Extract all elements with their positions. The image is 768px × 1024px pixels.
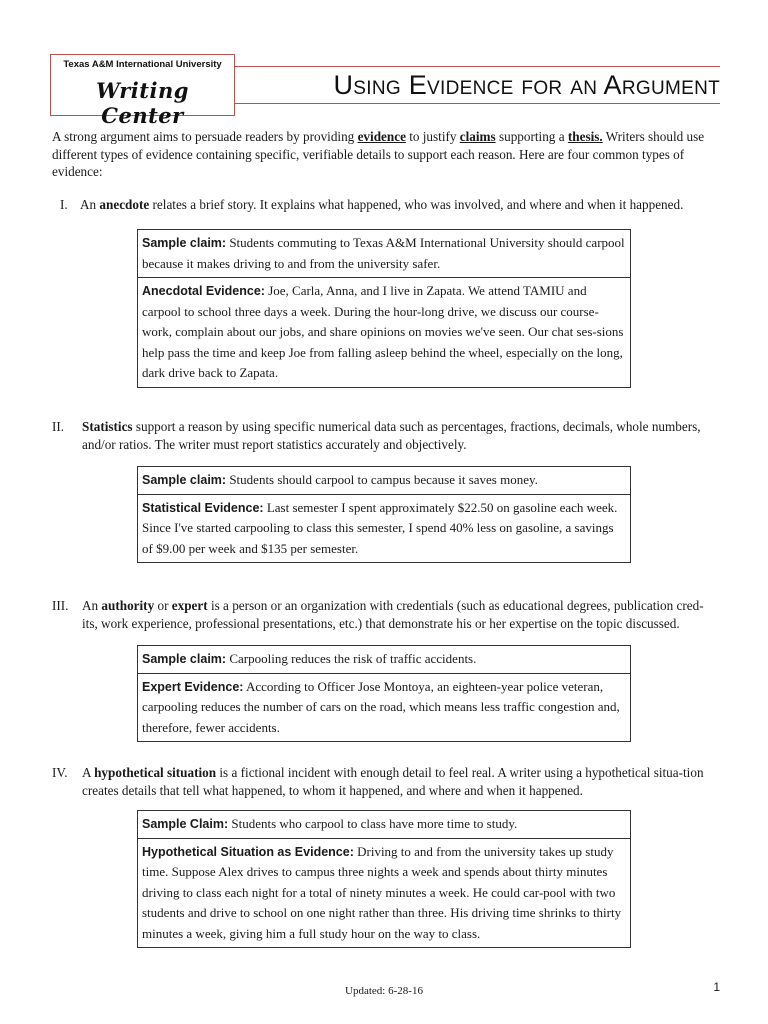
section-statistics: [52, 418, 717, 453]
evidence: [138, 494, 630, 563]
sample-claim-text: Students commuting to Texas A&M International University should carpool because it makes driving to and from the university safer.: [142, 235, 625, 271]
section-text: is a person or an organization with credentials (such as educational degrees, publication cred-its, work experience, professional presentations, etc.) that demonstrate his or her expertise on the topic discussed.: [82, 598, 704, 631]
sample-claim-label: Sample claim:: [142, 473, 227, 487]
intro-paragraph: [52, 128, 717, 181]
section-anecdote: [52, 196, 717, 214]
section-hypothetical: [52, 764, 717, 799]
sample-claim-text: Students who carpool to class have more time to study.: [228, 816, 518, 831]
evidence-text: Driving to and from the university takes up study time. Suppose Alex drives to campus three nights a week and spends about thirty minutes driving to class each night for a total of ninety minutes a week. He could car-pool with two students and drive to school on one night rather than three. His driving time shrinks to thirty minutes a week, giving him a full study hour on the way to class.: [142, 843, 622, 941]
section-numeral: IV.: [52, 765, 68, 780]
section-numeral: I.: [60, 197, 68, 212]
evidence-text: Last semester I spent approximately $22.50 on gasoline each week. Since I've started carpooling to class this semester, I spend 40% less on gasoline, a savings of $9.00 per week and $135 per semester.: [142, 499, 618, 556]
intro-text: to justify: [405, 129, 460, 144]
sample-claim: [138, 230, 630, 277]
evidence-label: Anecdotal Evidence:: [142, 284, 265, 298]
term-statistics: Statistics: [82, 419, 133, 434]
example-box-anecdote: [137, 229, 631, 388]
sample-claim: [138, 811, 630, 838]
intro-text: A strong argument aims to persuade readers by providing: [52, 129, 358, 144]
evidence: [138, 277, 630, 387]
example-box-statistics: [137, 466, 631, 563]
term-authority: authority: [101, 598, 155, 613]
intro-text: Writers should use different types of evidence containing specific, verifiable details to support each reason. Here are four common types of evidence:: [52, 129, 705, 179]
evidence-label: Statistical Evidence:: [142, 500, 264, 515]
section-text: An: [80, 197, 100, 212]
header-rule-bottom: [235, 103, 720, 104]
section-text: is a fictional incident with enough detail to feel real. A writer using a hypothetical situa-tion creates details that tell what happened, to whom it happened, and where and when it happened.: [82, 765, 704, 798]
evidence-text: Joe, Carla, Anna, and I live in Zapata. We attend TAMIU and carpool to school three days a week. During the hour-long drive, we discuss our course-work, complain about our jobs, and share opinions on movies we've seen. Our chat ses-sions help pass the time and keep Joe from falling asleep behind the wheel, especially on the long, dark drive back to Zapata.: [142, 283, 624, 380]
keyword-thesis: thesis.: [567, 129, 603, 144]
term-anecdote: anecdote: [99, 197, 150, 212]
sample-claim-label: Sample Claim:: [142, 817, 229, 831]
intro-text: supporting a: [495, 129, 568, 144]
section-authority: [52, 597, 717, 632]
section-text: relates a brief story. It explains what happened, who was involved, and where and when it happened.: [149, 197, 684, 212]
evidence-label: Hypothetical Situation as Evidence:: [142, 844, 354, 859]
header-rule-top: [235, 66, 720, 67]
keyword-claims: claims: [459, 129, 496, 144]
example-box-expert: [137, 645, 631, 742]
sample-claim: [138, 467, 630, 494]
section-numeral: III.: [52, 598, 69, 613]
section-numeral: II.: [52, 419, 65, 434]
university-name: Texas A&M International University: [63, 59, 222, 70]
section-text: An: [82, 598, 102, 613]
evidence-text: According to Officer Jose Montoya, an eighteen-year police veteran, carpooling reduces the number of cars on the road, which means less traffic congestion and, therefore, fewer accidents.: [142, 678, 620, 735]
page-number: 1: [713, 980, 720, 994]
sample-claim-text: Students should carpool to campus because it saves money.: [226, 472, 538, 487]
sample-claim: [138, 646, 630, 673]
section-text: support a reason by using specific numerical data such as percentages, fractions, decimals, whole numbers, and/or ratios. The writer must report statistics accurately and objectively.: [82, 419, 701, 452]
term-hypothetical-situation: hypothetical situation: [94, 765, 217, 780]
writing-center-logo: [50, 54, 235, 128]
evidence-label: Expert Evidence:: [142, 679, 244, 694]
evidence: [138, 673, 630, 742]
evidence: [138, 838, 630, 948]
keyword-evidence: evidence: [357, 129, 406, 144]
writing-center-name: Writing Center: [96, 78, 189, 128]
sample-claim-text: Carpooling reduces the risk of traffic accidents.: [226, 651, 477, 666]
page-title: Using Evidence for an Argument: [333, 70, 720, 100]
sample-claim-label: Sample claim:: [142, 652, 227, 666]
updated-date: Updated: 6-28-16: [345, 985, 423, 997]
example-box-hypothetical: [137, 810, 631, 948]
section-text: A: [82, 765, 95, 780]
section-text: or: [154, 598, 172, 613]
sample-claim-label: Sample claim:: [142, 236, 227, 250]
term-expert: expert: [171, 598, 208, 613]
